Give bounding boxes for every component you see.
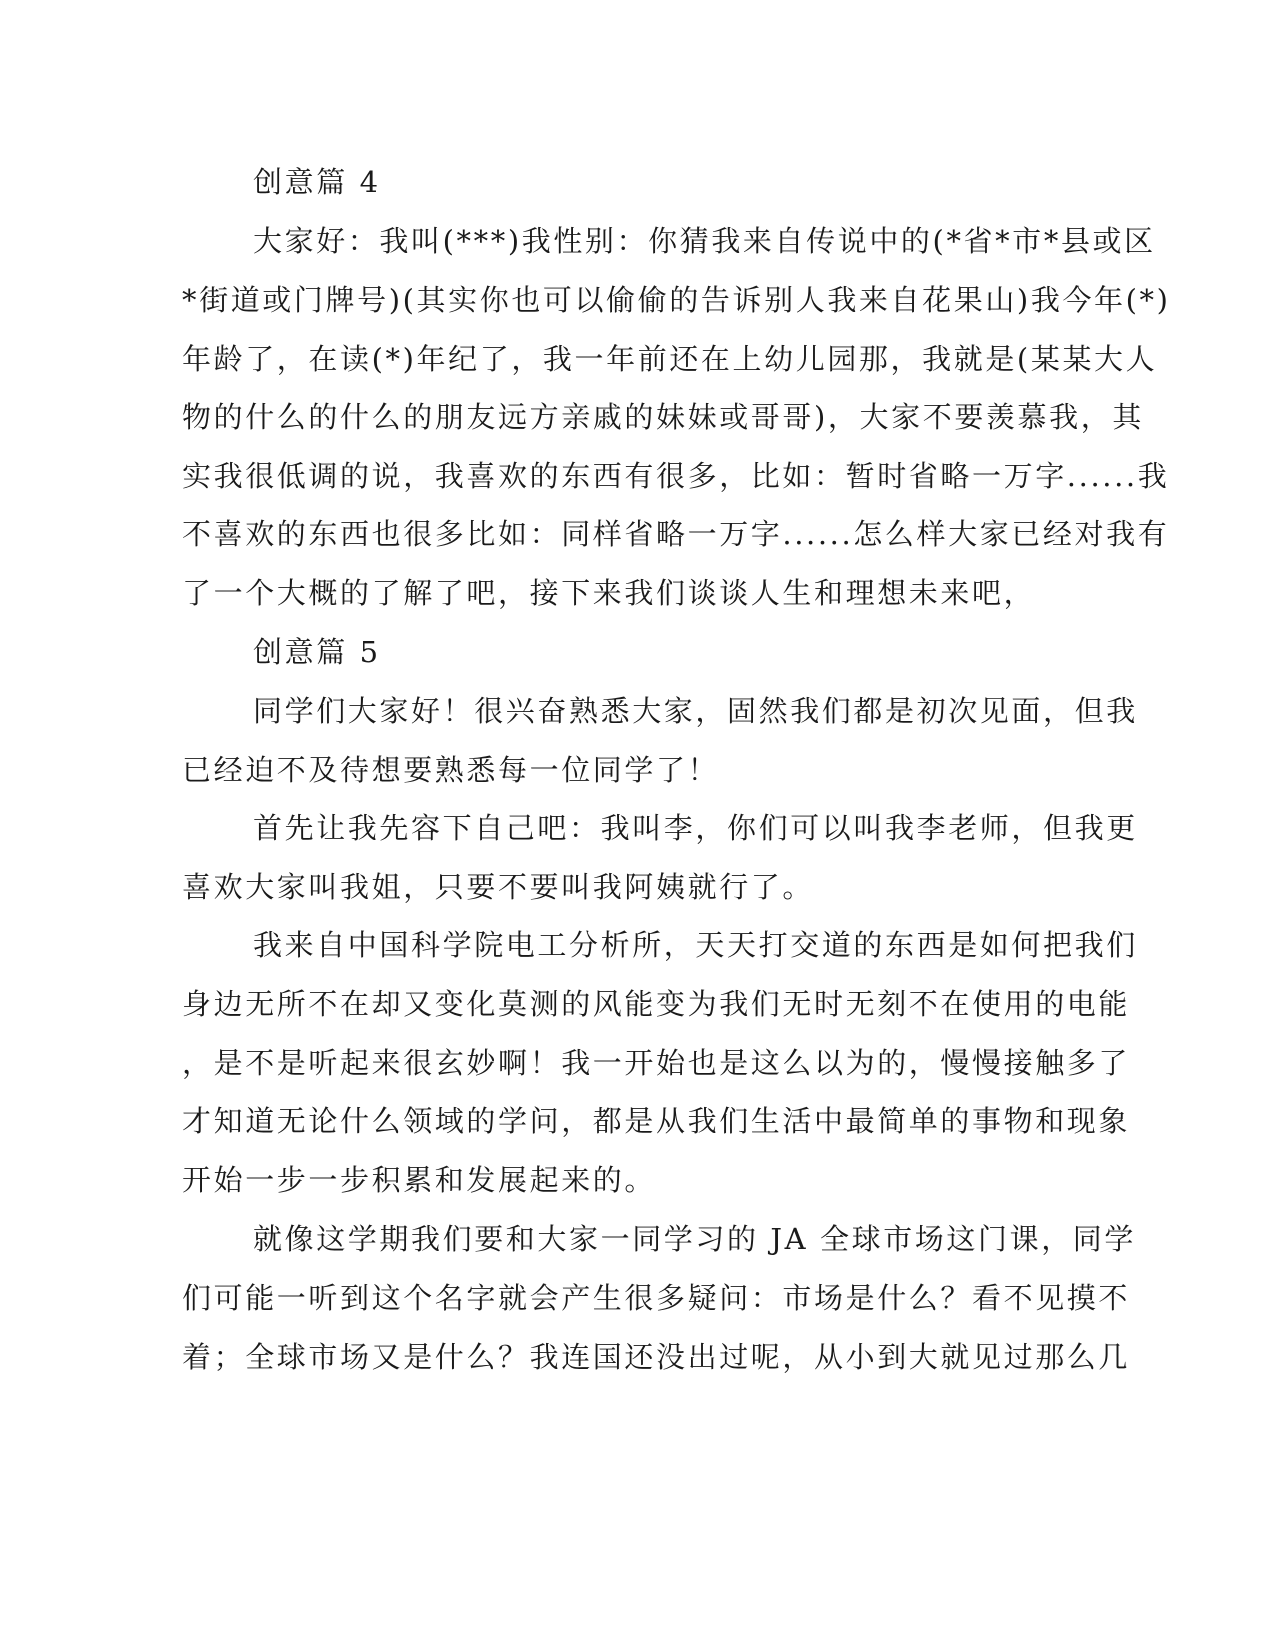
text-line: 们可能一听到这个名字就会产生很多疑问：市场是什么？看不见摸不 xyxy=(182,1281,1131,1315)
text-line: 才知道无论什么领域的学问，都是从我们生活中最简单的事物和现象 xyxy=(182,1104,1131,1138)
text-line: 了一个大概的了解了吧，接下来我们谈谈人生和理想未来吧， xyxy=(182,576,1036,610)
text-line: 同学们大家好！很兴奋熟悉大家，固然我们都是初次见面，但我 xyxy=(253,694,1138,728)
text-line: 不喜欢的东西也很多比如：同样省略一万字......怎么样大家已经对我有 xyxy=(182,517,1170,551)
text-line: 着；全球市场又是什么？我连国还没出过呢，从小到大就见过那么几 xyxy=(182,1340,1131,1374)
section-4-heading: 创意篇 4 xyxy=(253,165,381,199)
text-line: 开始一步一步积累和发展起来的。 xyxy=(182,1163,657,1197)
text-line: *街道或门牌号)(其实你也可以偷偷的告诉别人我来自花果山)我今年(*) xyxy=(182,283,1171,317)
section-5-heading: 创意篇 5 xyxy=(253,635,381,669)
text-line: 就像这学期我们要和大家一同学习的 JA 全球市场这门课，同学 xyxy=(253,1222,1137,1256)
text-line: 年龄了，在读(*)年纪了，我一年前还在上幼儿园那，我就是(某某大人 xyxy=(182,342,1158,376)
text-line: 喜欢大家叫我姐，只要不要叫我阿姨就行了。 xyxy=(182,870,815,904)
text-line: 物的什么的什么的朋友远方亲戚的妹妹或哥哥)，大家不要羡慕我，其 xyxy=(182,400,1144,434)
text-line: ，是不是听起来很玄妙啊！我一开始也是这么以为的，慢慢接触多了 xyxy=(182,1046,1131,1080)
text-line: 已经迫不及待想要熟悉每一位同学了！ xyxy=(182,753,720,787)
text-line: 首先让我先容下自己吧：我叫李，你们可以叫我李老师，但我更 xyxy=(253,811,1138,845)
text-line: 实我很低调的说，我喜欢的东西有很多，比如：暂时省略一万字......我 xyxy=(182,459,1170,493)
text-line: 大家好：我叫(***)我性别：你猜我来自传说中的(*省*市*县或区 xyxy=(253,224,1156,258)
text-line: 身边无所不在却又变化莫测的风能变为我们无时无刻不在使用的电能 xyxy=(182,987,1131,1021)
text-line: 我来自中国科学院电工分析所，天天打交道的东西是如何把我们 xyxy=(253,928,1138,962)
